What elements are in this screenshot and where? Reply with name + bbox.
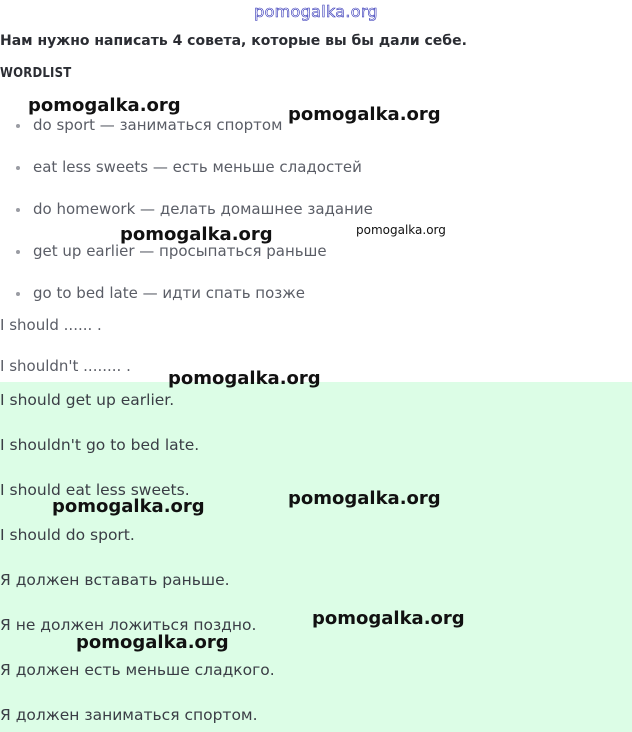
answer-line: I shouldn't go to bed late. [0,436,200,454]
answer-line: Я должен заниматься спортом. [0,706,258,724]
wordlist-item-text: do sport — заниматься спортом [33,116,283,134]
watermark: pomogalka.org [288,488,441,509]
wordlist-heading: WORDLIST [0,66,72,81]
bullet-icon [16,166,20,170]
wordlist-item-text: go to bed late — идти спать позже [33,284,306,302]
answer-block [0,382,632,732]
answer-line: Я не должен ложиться поздно. [0,616,257,634]
answer-line: I should eat less sweets. [0,481,190,499]
answer-line: I should do sport. [0,526,135,544]
wordlist-item [0,242,500,264]
wordlist-item [0,158,500,180]
watermark: pomogalka.org [76,632,229,653]
bullet-icon [16,208,20,212]
bullet-icon [16,292,20,296]
watermark: pomogalka.org [168,368,321,389]
template-shouldnt: I shouldn't ........ . [0,357,131,375]
watermark: pomogalka.org [52,496,205,517]
site-header-link[interactable]: pomogalka.org [254,2,378,21]
watermark: pomogalka.org [28,95,181,116]
answer-line: Я должен есть меньше сладкого. [0,661,275,679]
wordlist-item-text: do homework — делать домашнее задание [33,200,373,218]
watermark: pomogalka.org [312,608,465,629]
task-statement: Нам нужно написать 4 совета, которые вы бы дали себе. [0,33,467,49]
wordlist-item-text: get up earlier — просыпаться раньше [33,242,327,260]
watermark: pomogalka.org [288,104,441,125]
wordlist-item [0,200,500,222]
answer-line: I should get up earlier. [0,391,175,409]
watermark: pomogalka.org [120,224,273,245]
bullet-icon [16,250,20,254]
watermark: pomogalka.org [356,223,446,237]
template-should: I should ...... . [0,316,102,334]
wordlist-item-text: eat less sweets — есть меньше сладостей [33,158,362,176]
answer-line: Я должен вставать раньше. [0,571,230,589]
bullet-icon [16,124,20,128]
wordlist-item [0,284,500,306]
